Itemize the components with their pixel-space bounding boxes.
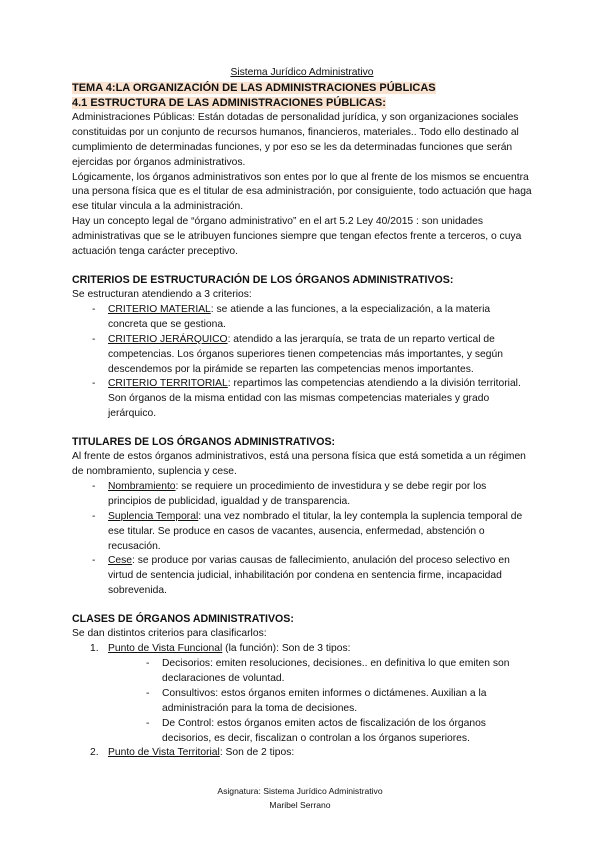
document-page: [72, 66, 532, 761]
list-item: [108, 510, 532, 555]
clases-intro: Se dan distintos criterios para clasificarlos:: [72, 628, 267, 640]
criterios-list: [72, 303, 532, 422]
titular-term: Suplencia Temporal: [108, 510, 199, 522]
criterio-text: : se atiende a las funciones, a la especialización, a la materia concreta que se gestiona.: [108, 303, 491, 330]
clase-text: : Son de 2 tipos:: [219, 747, 295, 759]
titulares-intro: Al frente de estos órganos administrativos, está una persona física que está sometida a un régimen de nombramiento, suplencia y cese.: [72, 451, 526, 478]
titular-text: : una vez nombrado el titular, la ley contempla la suplencia temporal de ese titular. Se produce en casos de vacantes, ausencia, enfermedad, abstención o recusación.: [108, 510, 523, 552]
criterios-intro: Se estructuran atendiendo a 3 criterios:: [72, 288, 252, 300]
list-item: - Consultivos: estos órganos emiten informes o dictámenes. Auxilian a la administración para la toma de decisiones.: [162, 687, 532, 717]
list-number: 1.: [90, 643, 99, 655]
list-item: [90, 746, 532, 761]
titular-term: Nombramiento: [108, 480, 176, 492]
list-item: [90, 642, 532, 746]
criterios-heading: CRITERIOS DE ESTRUCTURACIÓN DE LOS ÓRGANOS ADMINISTRATIVOS:: [72, 273, 454, 286]
titular-text: : se produce por varias causas de fallecimiento, anulación del proceso selectivo en virtud de sentencia judicial, inhabilitación por condena en sentencia firme, incapacidad sobrevenida.: [108, 555, 510, 597]
list-item: [108, 333, 532, 378]
list-item: [108, 480, 532, 510]
criterio-term: CRITERIO JERÁRQUICO: [108, 333, 228, 345]
titular-text: : se requiere un procedimiento de investidura y se debe regir por los principios de publicidad, igualdad y de transparencia.: [108, 480, 487, 507]
clase-term: Punto de Vista Territorial: [108, 747, 220, 759]
list-item: - De Control: estos órganos emiten actos de fiscalización de los órganos decisorios, es decir, fiscalizan o controlan a los órganos superiores.: [162, 717, 532, 747]
paragraph-concepto-legal: Hay un concepto legal de “órgano administrativo” en el art 5.2 Ley 40/2015 : son unidades administrativas que se le atribuyen funciones siempre que tengan efectos frente a terceros, o cuya actuación tenga carácter preceptivo.: [72, 216, 522, 258]
criterio-text: : repartimos las competencias atendiendo a la división territorial. Son órganos de la misma entidad con las mismas competencias materiales y grado jerárquico.: [108, 378, 521, 420]
list-item: [108, 303, 532, 333]
criterio-term: CRITERIO TERRITORIAL: [108, 378, 228, 390]
footer-author: Maribel Serrano: [269, 800, 331, 810]
clases-heading: CLASES DE ÓRGANOS ADMINISTRATIVOS:: [72, 613, 294, 626]
criterio-text: : atendido a las jerarquía, se trata de un reparto vertical de competencias. Los órganos superiores tienen competencias más importantes, y según descendemos por la pirámide se reparten las competencias menos importantes.: [108, 333, 503, 375]
page-footer: [0, 784, 600, 812]
titulares-heading: TITULARES DE LOS ÓRGANOS ADMINISTRATIVOS:: [72, 436, 336, 449]
document-title: Sistema Jurídico Administrativo: [230, 67, 374, 78]
section-4-1-heading: 4.1 ESTRUCTURA DE LAS ADMINISTRACIONES PÚBLICAS:: [72, 96, 386, 109]
list-item: [108, 377, 532, 422]
list-item: - Decisorios: emiten resoluciones, decisiones.. en definitiva lo que emiten son declaraciones de voluntad.: [162, 657, 532, 687]
list-item: [108, 554, 532, 599]
titular-term: Cese: [108, 555, 133, 567]
list-number: 2.: [90, 747, 99, 759]
criterio-term: CRITERIO MATERIAL: [108, 303, 211, 315]
titulares-list: [72, 480, 532, 599]
clases-list: [72, 642, 532, 761]
paragraph-organos: Lógicamente, los órganos administrativos son entes por lo que al frente de los mismos se encuentra una persona física que es el titular de esa administración, por consiguiente, todo actuación que haga ese titular vincula a la administración.: [72, 171, 532, 213]
clase-text: (la función): Son de 3 tipos:: [222, 643, 351, 655]
funcional-sublist: [108, 657, 532, 746]
tema-heading: TEMA 4:LA ORGANIZACIÓN DE LAS ADMINISTRACIONES PÚBLICAS: [72, 81, 436, 94]
footer-subject: Asignatura: Sistema Jurídico Administrativo: [217, 786, 383, 796]
paragraph-administraciones: Administraciones Públicas: Están dotadas de personalidad jurídica, y son organizaciones sociales constituidas por un conjunto de recursos humanos, financieros, materiales.. Todo ello destinado al cumplimiento de determinadas funciones, y por eso se les da determinadas funciones que serán ejercidas por órganos administrativos.: [72, 111, 519, 168]
clase-term: Punto de Vista Funcional: [108, 643, 223, 655]
